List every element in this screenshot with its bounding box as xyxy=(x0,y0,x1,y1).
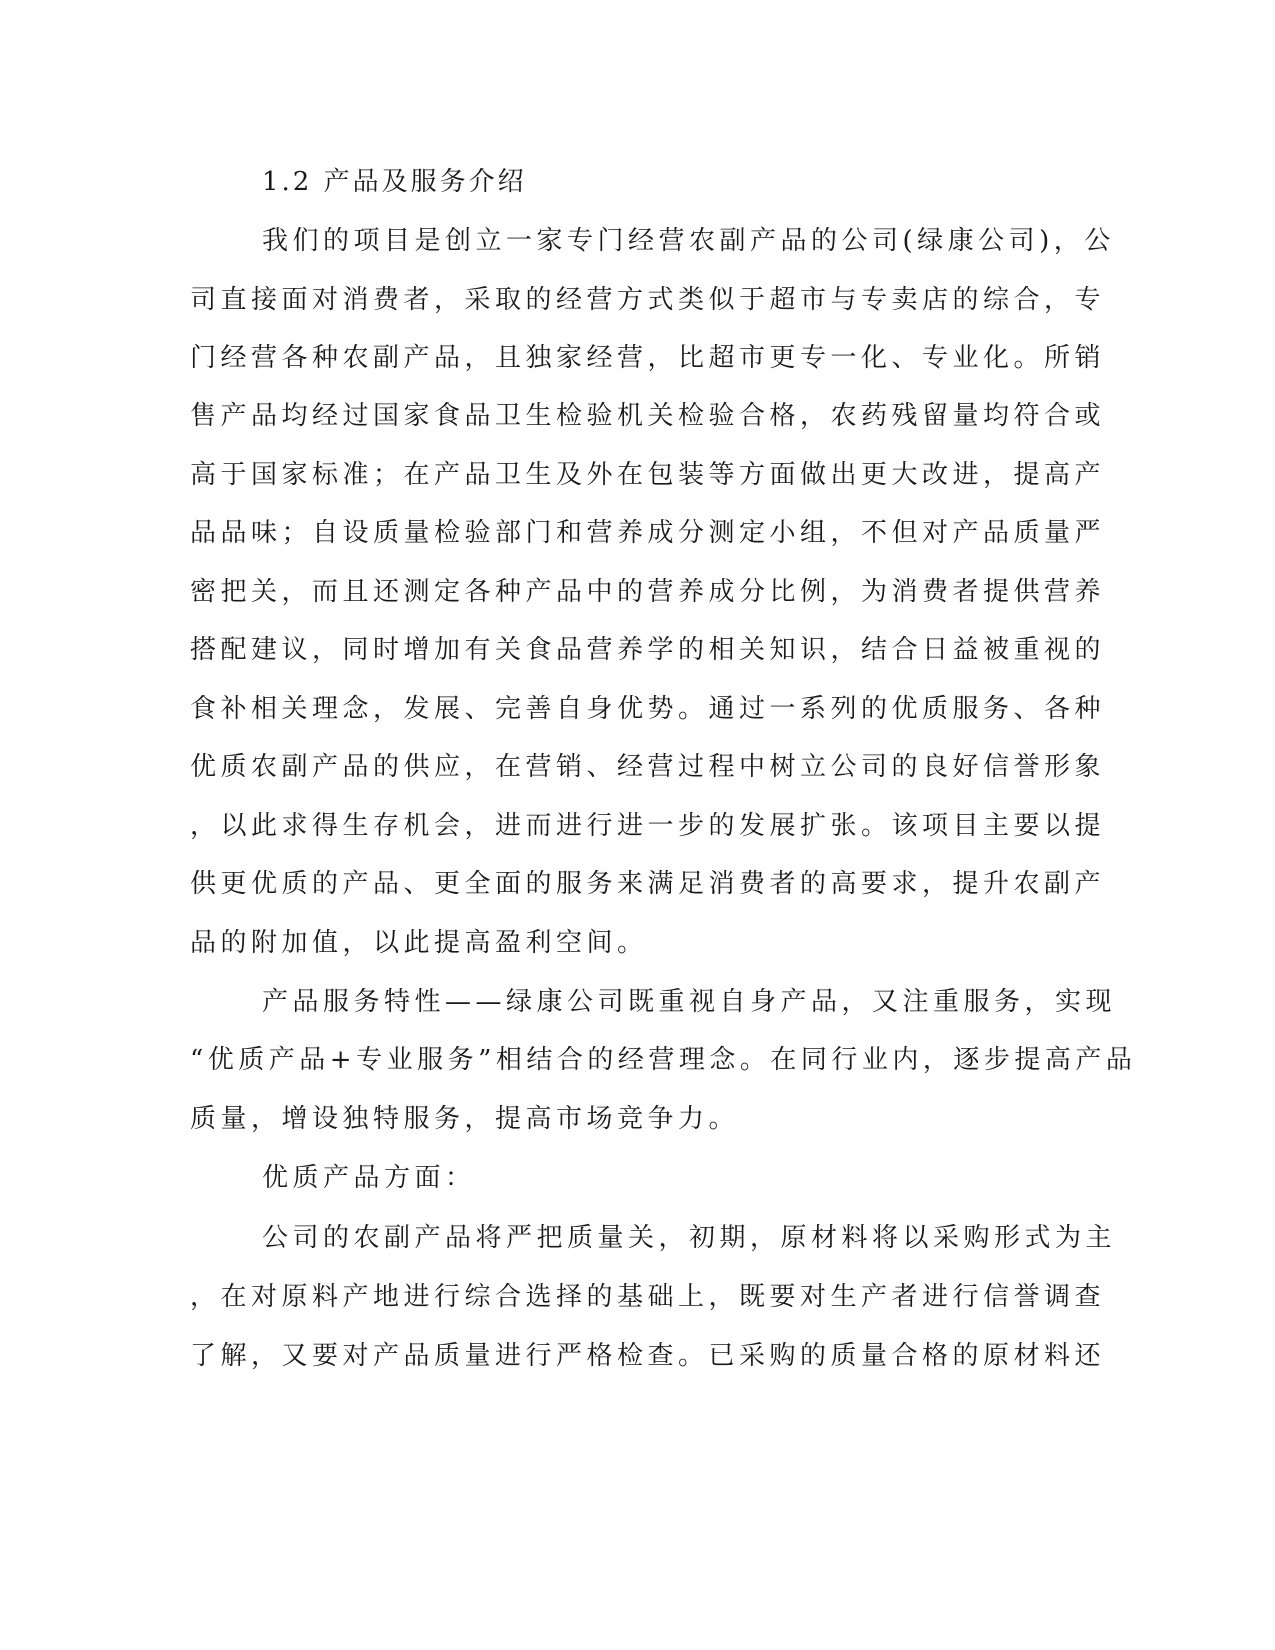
paragraph-line: 门经营各种农副产品，且独家经营，比超市更专一化、专业化。所销 xyxy=(190,343,1106,373)
paragraph-line: 搭配建议，同时增加有关食品营养学的相关知识，结合日益被重视的 xyxy=(190,635,1106,665)
paragraph-line: 产品服务特性——绿康公司既重视自身产品，又注重服务，实现 xyxy=(262,987,1117,1017)
paragraph-line: 公司的农副产品将严把质量关，初期，原材料将以采购形式为主 xyxy=(262,1223,1117,1253)
paragraph-line: 品品味；自设质量检验部门和营养成分测定小组，不但对产品质量严 xyxy=(190,518,1106,548)
paragraph-line: 质量，增设独特服务，提高市场竞争力。 xyxy=(190,1104,740,1134)
paragraph-line: 售产品均经过国家食品卫生检验机关检验合格，农药残留量均符合或 xyxy=(190,401,1106,431)
paragraph-line: 优质农副产品的供应，在营销、经营过程中树立公司的良好信誉形象 xyxy=(190,752,1106,782)
paragraph-line: 了解，又要对产品质量进行严格检查。已采购的质量合格的原材料还 xyxy=(190,1341,1106,1371)
paragraph-line: 优质产品方面： xyxy=(262,1163,476,1193)
paragraph-line: ，以此求得生存机会，进而进行进一步的发展扩张。该项目主要以提 xyxy=(190,811,1106,841)
paragraph-line: 品的附加值，以此提高盈利空间。 xyxy=(190,928,648,958)
paragraph-line: 我们的项目是创立一家专门经营农副产品的公司(绿康公司)，公 xyxy=(262,226,1115,256)
paragraph-line: 供更优质的产品、更全面的服务来满足消费者的高要求，提升农副产 xyxy=(190,869,1106,899)
section-heading: 1.2 产品及服务介绍 xyxy=(262,167,527,197)
paragraph-line: 司直接面对消费者，采取的经营方式类似于超市与专卖店的综合，专 xyxy=(190,285,1106,315)
paragraph-line: “优质产品+专业服务”相结合的经营理念。在同行业内，逐步提高产品 xyxy=(190,1045,1137,1075)
paragraph-line: 密把关，而且还测定各种产品中的营养成分比例，为消费者提供营养 xyxy=(190,577,1106,607)
paragraph-line: ，在对原料产地进行综合选择的基础上，既要对生产者进行信誉调查 xyxy=(190,1282,1106,1312)
paragraph-line: 高于国家标准；在产品卫生及外在包装等方面做出更大改进，提高产 xyxy=(190,460,1106,490)
paragraph-line: 食补相关理念，发展、完善自身优势。通过一系列的优质服务、各种 xyxy=(190,694,1106,724)
